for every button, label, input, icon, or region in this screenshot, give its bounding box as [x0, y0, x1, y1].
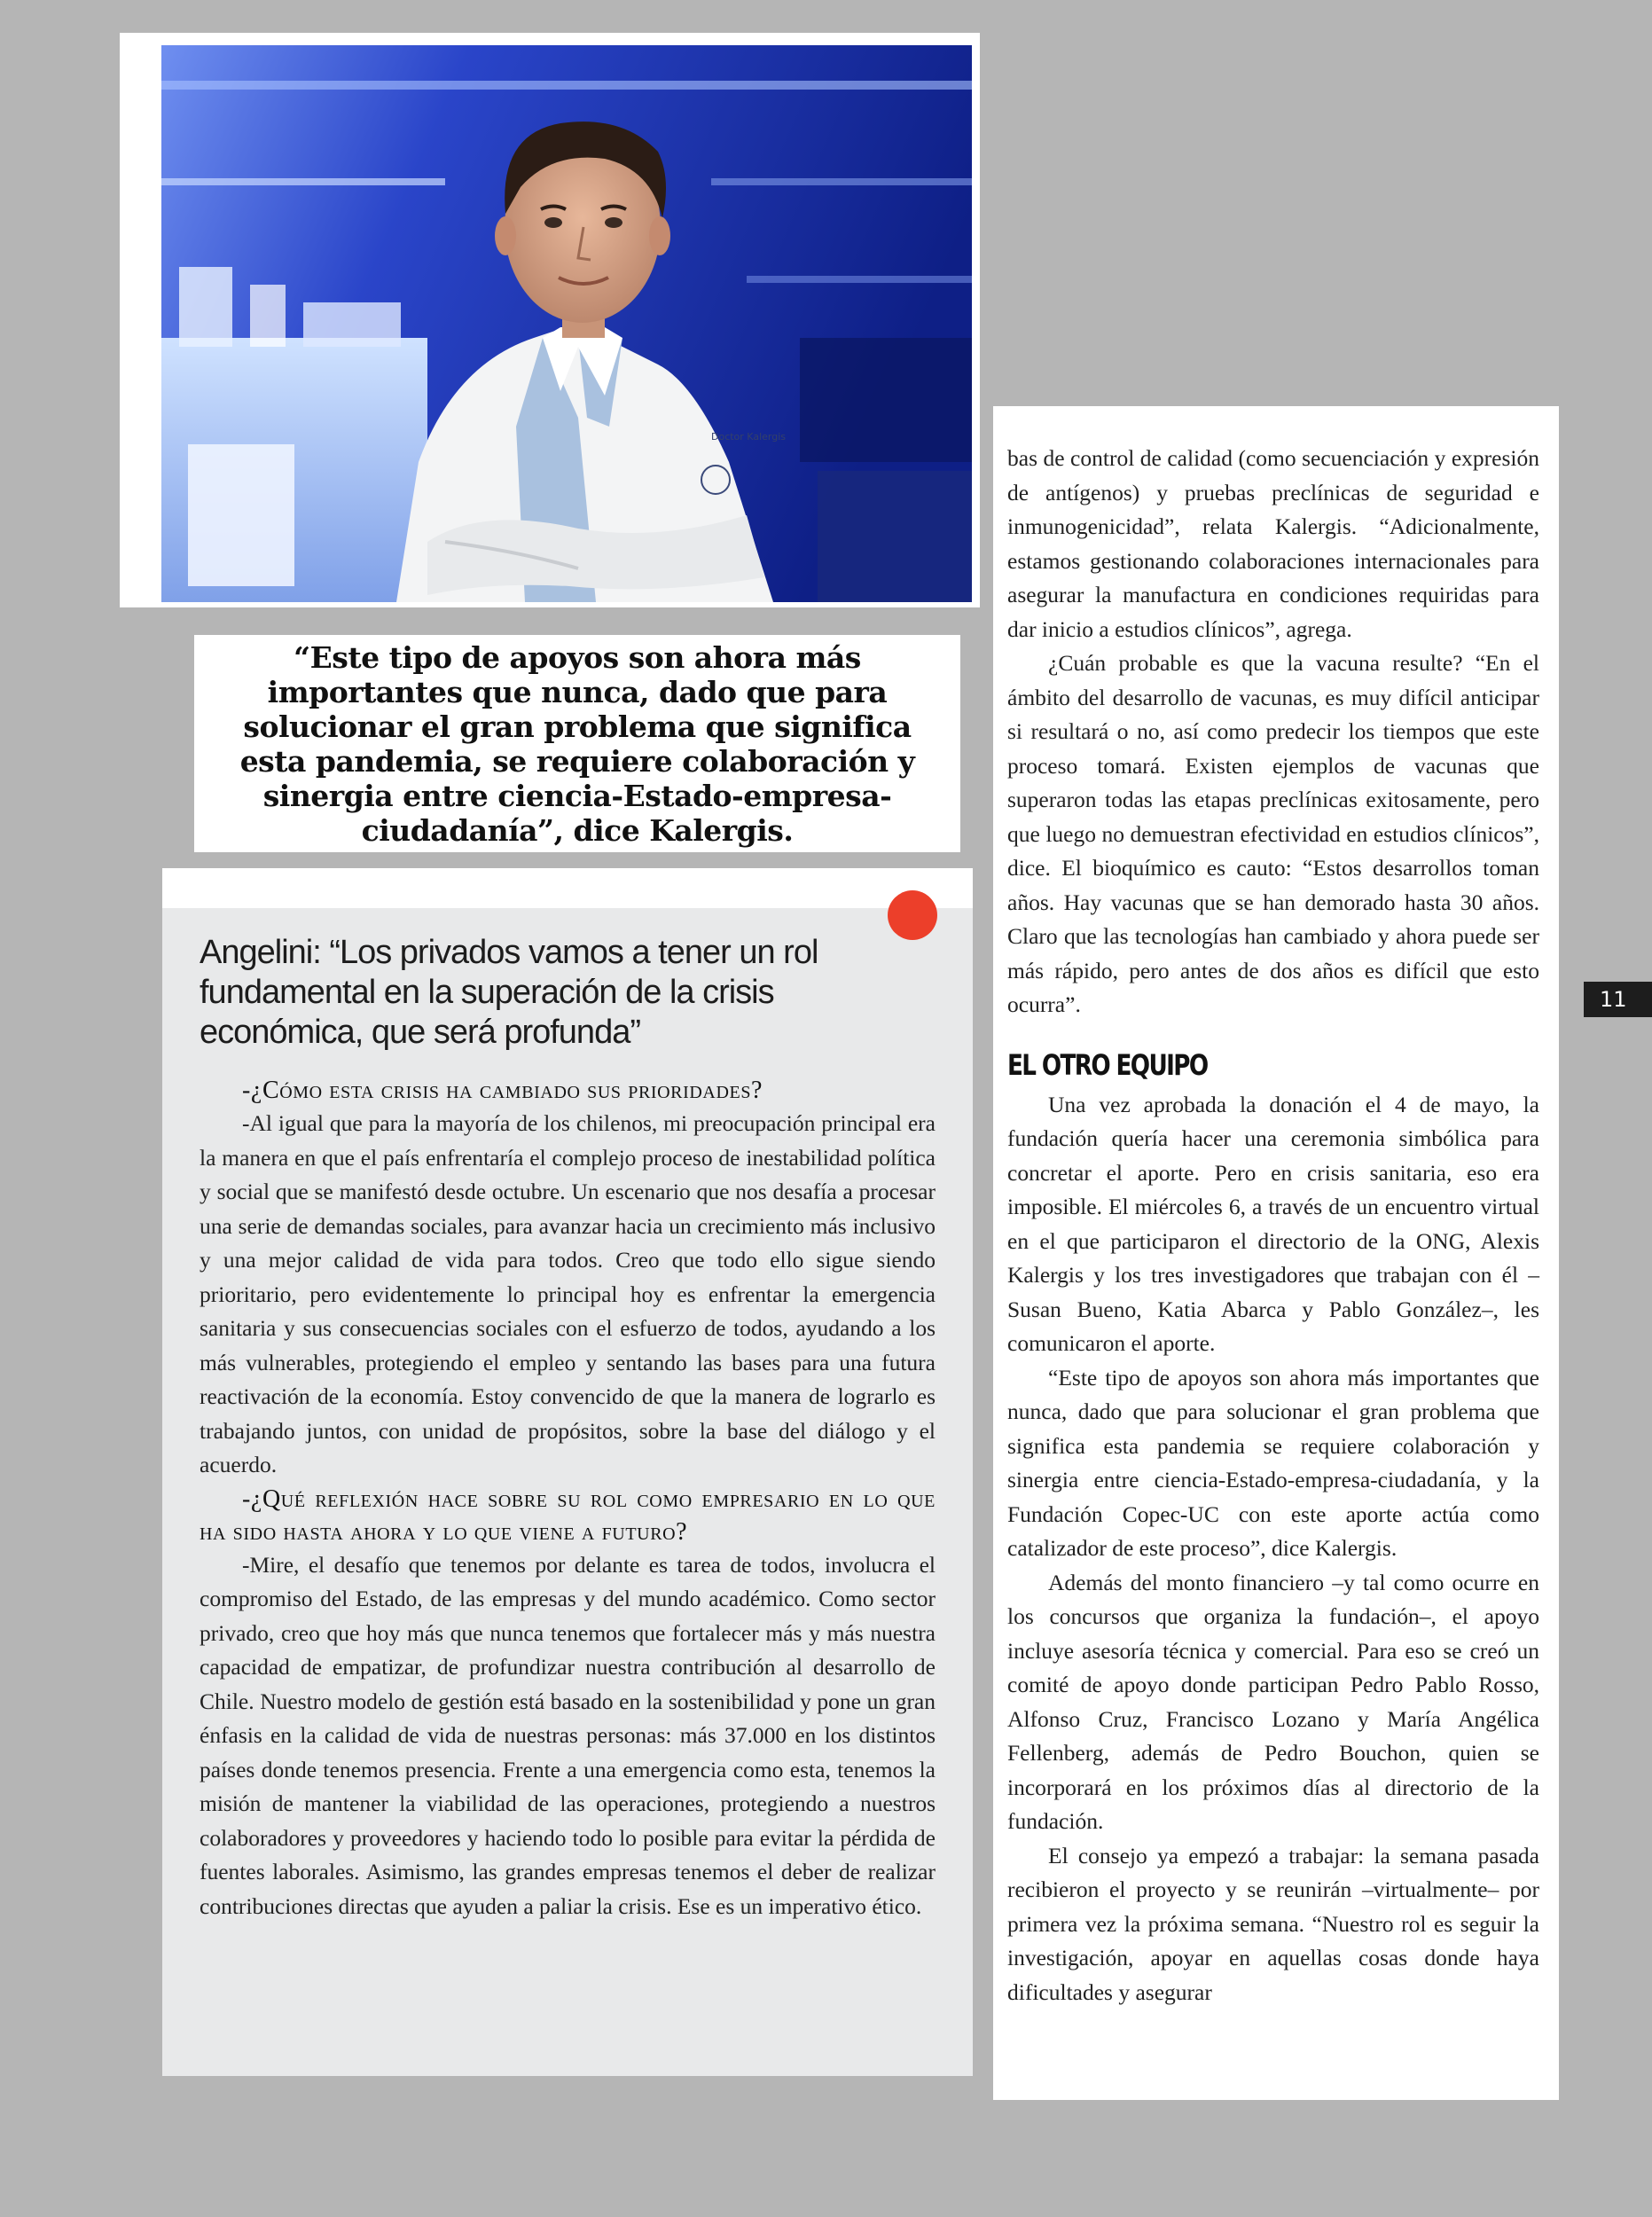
article-paragraph: Además del monto financiero –y tal como ocurre en los concursos que organiza la fundación–, el apoyo incluye asesoría técnica y comercial. Para eso se creó un comité de apoyo donde participan Pedro Pablo Rosso, Alfonso Cruz, Francisco Lozano y María Angélica Fellenberg, además de Pedro Bouchon, quien se incorporará en los próximos días al directorio de la fundación.: [1007, 1569, 1539, 1834]
lab-portrait-illustration: [161, 45, 972, 602]
article-paragraph: Una vez aprobada la donación el 4 de mayo, la fundación quería hacer una ceremonia simbólica para concretar el aporte. Pero en crisis sanitaria, eso era imposible. El miércoles 6, a través de un encuentro virtual en el que participaron el directorio de la ONG, Alexis Kalergis y los tres investigadores que trabajan con él –Susan Bueno, Katia Abarca y Pablo González–, les comunicaron el aporte.: [1007, 1091, 1539, 1356]
photo-frame: [120, 33, 980, 607]
article-column: [993, 406, 1559, 2100]
sidebar-title: Angelini: “Los privados vamos a tener un rol fundamental en la superación de la crisis económica, que será profunda”: [200, 934, 818, 1051]
coat-name-label: Doctor Kalergis: [711, 431, 786, 443]
sidebar-body: [200, 1074, 936, 1923]
article-paragraph: “Este tipo de apoyos son ahora más importantes que nunca, dado que para solucionar el gran problema que significa esta pandemia se requiere colaboración y sinergia entre ciencia-Estado-empresa-ciudadanía, y la Fundación Copec-UC con este aporte actúa como catalizador de este proceso”, dice Kalergis.: [1007, 1364, 1539, 1561]
red-dot-icon: [888, 890, 937, 940]
interview-answer: -Mire, el desafío que tenemos por delante es tarea de todos, involucra el compromiso del Estado, de las empresas y del mundo académico. Como sector privado, creo que hoy más que nunca tenemos que fortalecer más y más nuestra capacidad de empatizar, de profundizar nuestra contribución al desarrollo de Chile. Nuestro modelo de gestión está basado en la sostenibilidad y pone un gran énfasis en la calidad de vida de nuestras personas: más 37.000 en los distintos países donde tenemos presencia. Frente a una emergencia como esta, tenemos la misión de mantener la viabilidad de las operaciones, protegiendo a nuestros colaboradores y proveedores y haciendo todo lo posible para evitar la pérdida de fuentes laborales. Asimismo, las grandes empresas tenemos el deber de realizar contribuciones directas que ayuden a paliar la crisis. Ese es un imperativo ético.: [200, 1551, 936, 1919]
article-paragraph: ¿Cuán probable es que la vacuna resulte? “En el ámbito del desarrollo de vacunas, es muy difícil anticipar si resultará o no, así como predecir los tiempos que este proceso tomará. Existen ejemplos de vacunas que superaron todas las etapas preclínicas exitosamente, pero que luego no demuestran efectividad en estudios clínicos”, dice. El bioquímico es cauto: “Estos desarrollos toman años. Hay vacunas que se han demorado hasta 30 años. Claro que las tecnologías han cambiado y ahora puede ser más rápido, pero antes de dos años es difícil que esto ocurra”.: [1007, 650, 1539, 1017]
pull-quote-box: [194, 635, 960, 852]
interview-sidebar-panel: [162, 908, 973, 2076]
interview-sidebar: [162, 868, 973, 2076]
interview-question: -¿Qué reflexión hace sobre su rol como empresario en lo que ha sido hasta ahora y lo que viene a futuro?: [200, 1485, 936, 1546]
scientist-photo: [161, 45, 972, 602]
article-paragraph: bas de control de calidad (como secuenciación y expresión de antígenos) y pruebas preclínicas de seguridad e inmunogenicidad”, relata Kalergis. “Adicionalmente, estamos gestionando colaboraciones internacionales para asegurar la manufactura en condiciones requiridas para dar inicio a estudios clínicos”, agrega.: [1007, 445, 1539, 642]
page-number: 11: [1584, 982, 1652, 1017]
section-heading: EL OTRO EQUIPO: [1007, 1047, 1208, 1082]
article-paragraph: El consejo ya empezó a trabajar: la semana pasada recibieron el proyecto y se reunirán –virtualmente– por primera vez la próxima semana. “Nuestro rol es seguir la investigación, apoyar en aquellas cosas donde haya dificultades y asegurar: [1007, 1842, 1539, 2005]
interview-question: -¿Cómo esta crisis ha cambiado sus prioridades?: [242, 1077, 763, 1104]
pull-quote-text: “Este tipo de apoyos son ahora más importantes que nunca, dado que para solucionar el gran problema que significa esta pandemia, se requiere colaboración y sinergia entre ciencia-Estado-empresa-ciudadanía”, dice Kalergis.: [239, 639, 915, 848]
interview-answer: -Al igual que para la mayoría de los chilenos, mi preocupación principal era la manera en que el país enfrentaría el complejo proceso de inestabilidad política y social que se manifestó desde octubre. Un escenario que nos desafía a procesar una serie de demandas sociales, para avanzar hacia un crecimiento más inclusivo y una mejor calidad de vida para todos. Creo que todo ello sigue siendo prioritario, pero evidentemente lo principal hoy es enfrentar la emergencia sanitaria y sus consecuencias sociales con el esfuerzo de todos, ayudando a los más vulnerables, protegiendo el empleo y sentando las bases para una futura reactivación de la economía. Estoy convencido de que la manera de lograrlo es trabajando juntos, con unidad de propósitos, sobre la base del diálogo y el acuerdo.: [200, 1110, 936, 1477]
